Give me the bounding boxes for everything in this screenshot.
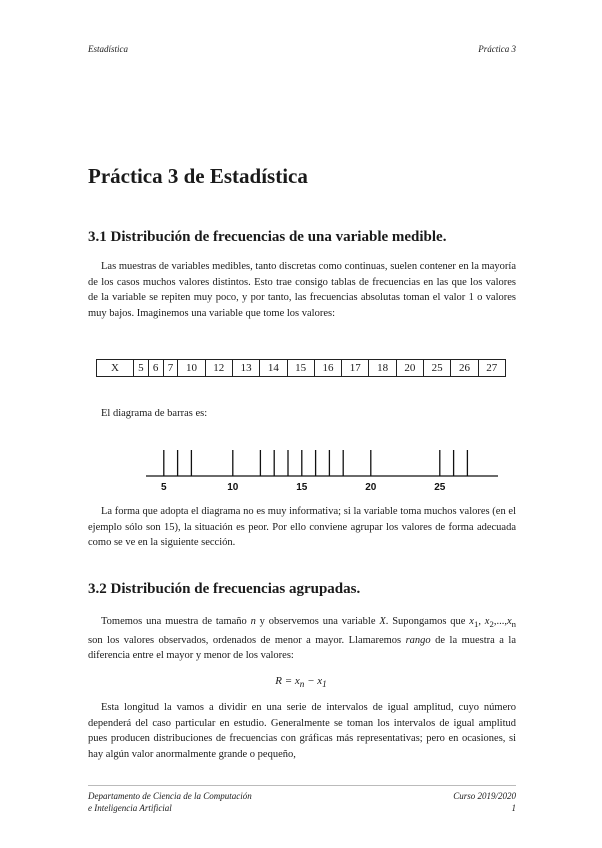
text-run: , <box>478 616 485 627</box>
values-table-cell: 17 <box>342 360 369 377</box>
values-table-cell: 12 <box>205 360 232 377</box>
section-2-heading: 3.2 Distribución de frecuencias agrupadas. <box>88 581 361 597</box>
text-run: y observemos una variable <box>255 616 380 627</box>
var-x1: x <box>469 616 474 627</box>
section-1-paragraph-1-text: Las muestras de variables medibles, tanto discretas como continuas, suelen contener en la mayoría de los casos muchos valores distintos. Esto trae consigo tablas de frecuencias en las que los valores de la variable se repiten muy poco, y por tanto, las frecuencias absolutas toman el valor 1 o valores muy bajos. Imaginemos una variable que tome los valores: <box>88 261 516 319</box>
values-table-cell: 16 <box>314 360 341 377</box>
range-formula <box>0 675 602 689</box>
values-table-cell: 6 <box>148 360 163 377</box>
footer-page-number: 1 <box>511 803 516 813</box>
subscript: 1 <box>473 619 479 630</box>
tick-label-25: 25 <box>434 482 446 493</box>
text-run: Tomemos una muestra de tamaño <box>101 616 251 627</box>
values-table-label: X <box>97 360 134 377</box>
var-x2: x <box>484 616 490 627</box>
formula-part: R = x <box>275 675 300 687</box>
var-n: n <box>250 616 256 627</box>
section-2-paragraph-1 <box>88 614 516 664</box>
footer-department-2: e Inteligencia Artificial <box>88 803 172 813</box>
tick-label-20: 20 <box>365 482 377 493</box>
formula-part: − x <box>304 675 323 687</box>
section-1-paragraph-1 <box>88 259 516 321</box>
tick-label-10: 10 <box>227 482 239 493</box>
subscript: n <box>511 619 516 630</box>
text-run: . Supongamos que <box>385 616 470 627</box>
bar-diagram <box>140 440 510 500</box>
values-table-cell: 18 <box>369 360 396 377</box>
formula-sub: n <box>299 679 305 690</box>
values-table-cell: 15 <box>287 360 314 377</box>
footer-right <box>453 790 516 814</box>
section-1-heading: 3.1 Distribución de frecuencias de una variable medible. <box>88 229 447 245</box>
values-table-cell: 7 <box>163 360 178 377</box>
values-table-cell: 13 <box>232 360 259 377</box>
section-1-paragraph-2 <box>88 406 516 422</box>
header-left: Estadística <box>88 44 128 54</box>
values-table-cell: 26 <box>451 360 478 377</box>
values-table-cell: 5 <box>134 360 149 377</box>
tick-label-15: 15 <box>296 482 308 493</box>
values-table-cell: 14 <box>260 360 287 377</box>
footer-department: Departamento de Ciencia de la Computación <box>88 791 252 801</box>
var-x: X <box>379 616 386 627</box>
values-table-cell: 10 <box>178 360 205 377</box>
footer-left <box>88 790 252 814</box>
tick-label-5: 5 <box>161 482 167 493</box>
values-table-row <box>97 360 506 377</box>
values-table <box>96 359 506 377</box>
section-1-paragraph-3-text: La forma que adopta el diagrama no es muy informativa; si la variable toma muchos valores (en el ejemplo sólo son 15), la situación es peor. Por ello conviene agrupar los valores de forma adecuada como se ve en la siguiente sección. <box>88 506 516 548</box>
term-rango: rango <box>405 634 431 646</box>
section-1-paragraph-2-text: El diagrama de barras es: <box>101 408 208 419</box>
header-right: Práctica 3 <box>478 44 516 54</box>
footer-divider <box>88 785 516 786</box>
values-table-cell: 25 <box>424 360 451 377</box>
section-2-paragraph-1-text <box>88 614 516 664</box>
footer-course: Curso 2019/2020 <box>453 791 516 801</box>
var-xn: x <box>506 616 512 627</box>
text-run: ,..., <box>493 616 507 627</box>
values-table-cell: 27 <box>478 360 505 377</box>
section-1-paragraph-3 <box>88 504 516 551</box>
page-title: Práctica 3 de Estadística <box>88 164 308 188</box>
section-2-paragraph-2 <box>88 700 516 762</box>
text-run: son los valores observados, ordenados de menor a mayor. Llamaremos <box>88 634 406 646</box>
values-table-cell: 20 <box>396 360 423 377</box>
formula-sub: 1 <box>322 679 327 690</box>
text-run: de la muestra a la diferencia entre el mayor y menor de los valores: <box>88 634 516 662</box>
subscript: 2 <box>489 619 494 630</box>
section-2-paragraph-2-text: Esta longitud la vamos a dividir en una serie de intervalos de igual amplitud, cuyo número dependerá del caso particular en estudio. Generalmente se toman los intervalos de igual amplitud pues producen distribuciones de frecuencias con gráficas más representativas; pero en ocasiones, si hay algún valor anormalmente grande o pequeño, <box>88 702 516 760</box>
